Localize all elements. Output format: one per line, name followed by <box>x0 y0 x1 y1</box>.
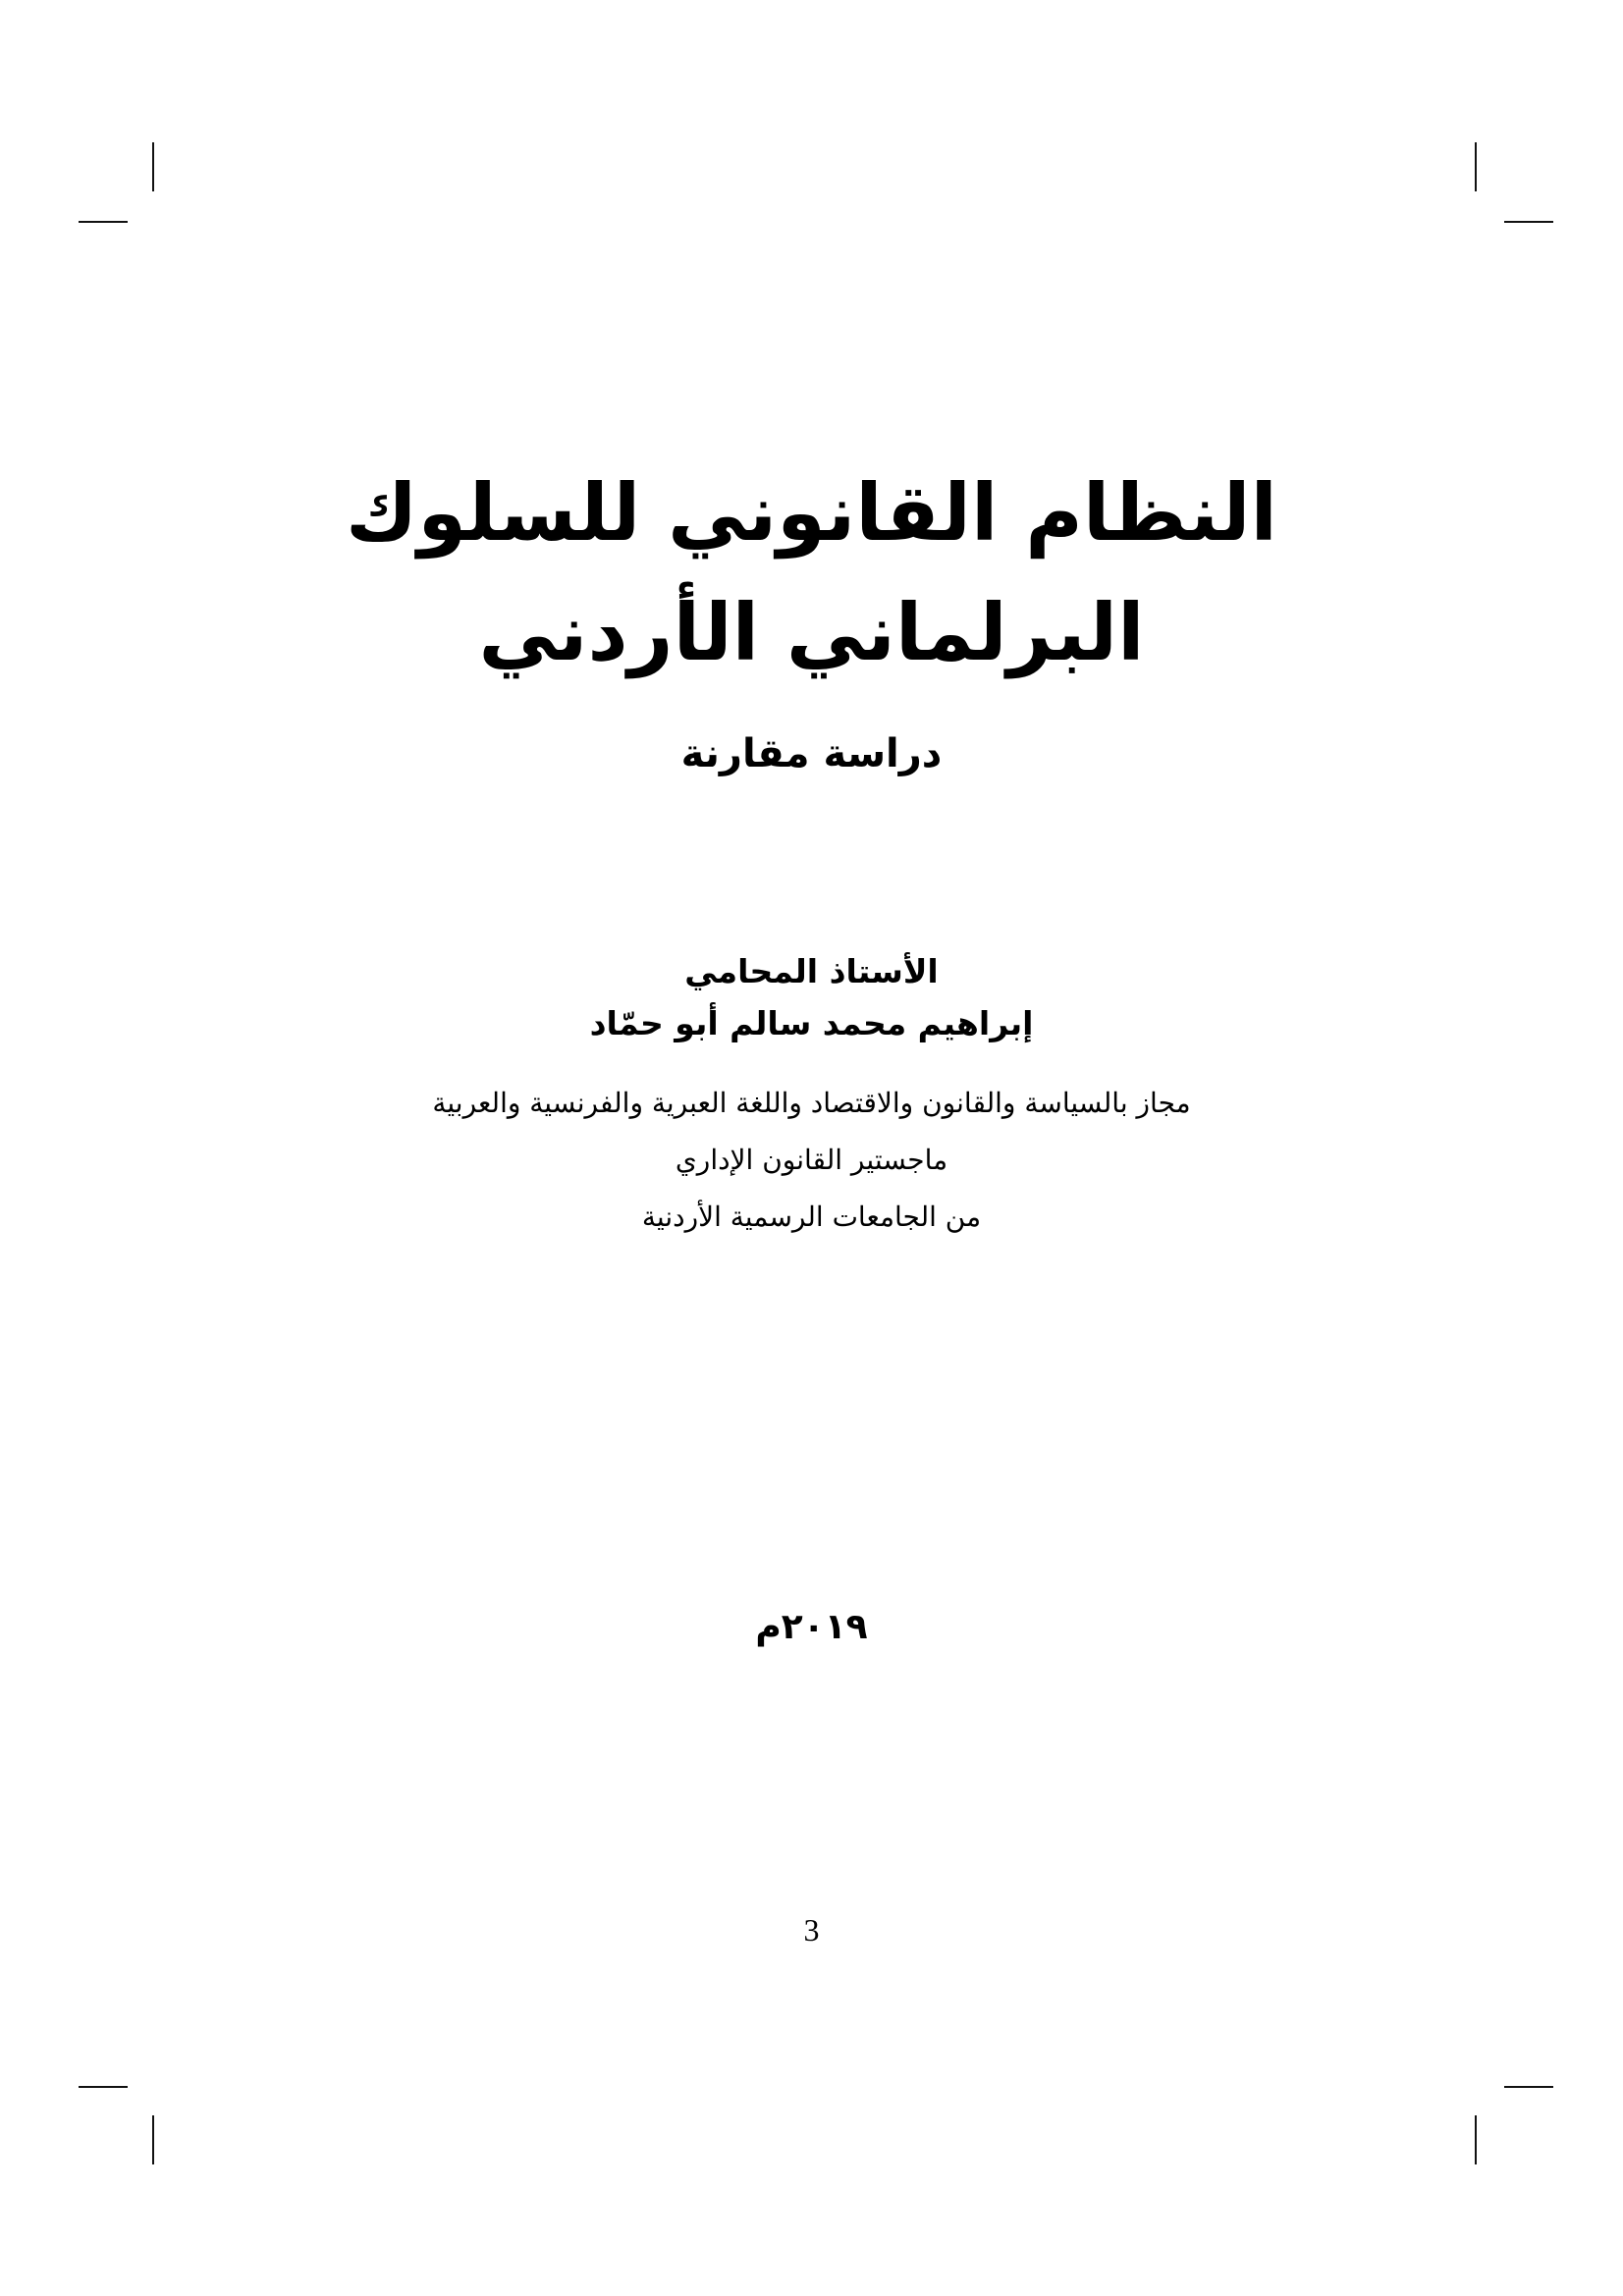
crop-mark-bottom-right-horizontal <box>1504 2086 1553 2088</box>
book-title-line-1: النظام القانوني للسلوك <box>346 467 1277 559</box>
author-credential-line: مجاز بالسياسة والقانون والاقتصاد واللغة العبرية والفرنسية والعربية <box>432 1087 1191 1119</box>
crop-mark-bottom-right-vertical <box>1475 2115 1477 2164</box>
crop-mark-top-right-horizontal <box>1504 221 1553 223</box>
author-credential-line: من الجامعات الرسمية الأردنية <box>641 1201 982 1233</box>
author-label: الأستاذ المحامي <box>684 952 939 990</box>
crop-mark-top-left-horizontal <box>79 221 128 223</box>
author-credential-line: ماجستير القانون الإداري <box>675 1144 948 1176</box>
crop-mark-bottom-left-vertical <box>152 2115 154 2164</box>
crop-mark-top-right-vertical <box>1475 142 1477 191</box>
crop-mark-top-left-vertical <box>152 142 154 191</box>
crop-mark-bottom-left-horizontal <box>79 2086 128 2088</box>
page-number: 3 <box>803 1912 820 1948</box>
book-subtitle: دراسة مقارنة <box>680 731 943 776</box>
publication-year: ٢٠١٩م <box>755 1607 868 1647</box>
book-title-line-2: البرلماني الأردني <box>478 587 1145 678</box>
author-name: إبراهيم محمد سالم أبو حمّاد <box>589 1004 1034 1042</box>
